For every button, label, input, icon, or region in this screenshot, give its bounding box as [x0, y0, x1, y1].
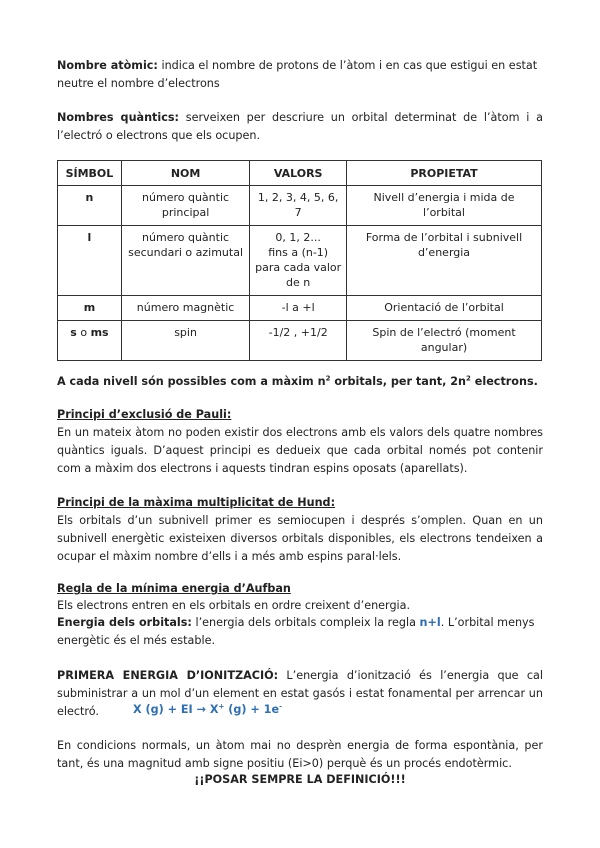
cell-values — [250, 226, 347, 296]
hund-heading: Principi de la màxima multiplicitat de Hund: — [57, 496, 336, 509]
table-header-row — [58, 161, 542, 186]
n-plus-l-rule: n+l — [419, 616, 441, 629]
cell-name: spin — [121, 321, 249, 361]
cell-symbol-ms: ms — [90, 326, 109, 339]
cell-property: Orientació de l’orbital — [347, 296, 542, 321]
hund-text: Els orbitals d’un subnivell primer es semiocupen i després s’omplen. Quan en un subnivell energètic existeixen diversos orbitals disponibles, els electrons tendeixen a ocupar el màxim nombre d’ells i a més amb espins paral·lels. — [57, 514, 543, 563]
table-row — [58, 321, 542, 361]
atomic-number-text: indica el nombre de protons de l’àtom i en cas que estigui en estat neutre el nombre d’electrons — [57, 59, 538, 90]
ionization-term: PRIMERA ENERGIA D’IONITZACIÓ: — [57, 669, 279, 682]
cell-values: -l a +l — [250, 296, 347, 321]
superscript: 2 — [466, 374, 471, 383]
cell-property: Nivell d’energia i mida de l’orbital — [347, 186, 542, 226]
cell-name: número quàntic secundari o azimutal — [121, 226, 249, 296]
header-property: PROPIETAT — [347, 161, 542, 186]
orbital-energy-paragraph — [57, 614, 543, 650]
header-name: NOM — [121, 161, 249, 186]
cell-symbol: n — [58, 186, 122, 226]
header-values: VALORS — [250, 161, 347, 186]
table-row — [58, 226, 542, 296]
atomic-number-term: Nombre atòmic: — [57, 59, 158, 72]
cell-values-line: fins a (n-1) para cada valor de n — [255, 246, 342, 289]
quantum-numbers-term: Nombres quàntics: — [57, 111, 179, 124]
quantum-numbers-table — [57, 160, 542, 361]
orbital-energy-term: Energia dels orbitals: — [57, 616, 192, 629]
equation-text: (g) + 1e — [224, 703, 280, 716]
max-orbitals-text: orbitals, per tant, 2n — [330, 375, 467, 388]
cell-property: Forma de l’orbital i subnivell d’energia — [347, 226, 542, 296]
cell-symbol-s: s — [70, 326, 77, 339]
superscript: 2 — [325, 374, 331, 383]
orbital-energy-text: . L’orbital menys energètic és el més estable. — [57, 616, 535, 647]
max-orbitals-statement — [57, 373, 543, 391]
header-symbol: SÍMBOL — [58, 161, 122, 186]
superscript: - — [279, 702, 282, 711]
pauli-text: En un mateix àtom no poden existir dos electrons amb els valors dels quatre nombres quàntics iguals. D’aquest principi es dedueix que cada orbital només pot contenir com a màxim dos electrons i aquests tindran espins oposats (aparellats). — [57, 426, 543, 475]
table-row — [58, 296, 542, 321]
cell-name: número quàntic principal — [121, 186, 249, 226]
normal-conditions-text: En condicions normals, un àtom mai no desprèn energia de forma espontània, per tant, és una magnitud amb signe positiu (Ei>0) perquè és un procés endotèrmic. — [57, 739, 543, 770]
ionization-equation — [133, 701, 433, 719]
cell-name: número magnètic — [121, 296, 249, 321]
equation-text: X (g) + EI → X — [133, 703, 219, 716]
cell-property: Spin de l’electró (moment angular) — [347, 321, 542, 361]
cell-values: 1, 2, 3, 4, 5, 6, 7 — [250, 186, 347, 226]
aufbau-text: Els electrons entren en els orbitals en ordre creixent d’energia. — [57, 599, 411, 612]
quantum-numbers-paragraph — [57, 109, 543, 145]
cell-symbol-or: o — [76, 326, 91, 339]
cell-symbol: m — [58, 296, 122, 321]
reminder-text: ¡¡POSAR SEMPRE LA DEFINICIÓ!!! — [194, 773, 406, 786]
aufbau-heading: Regla de la mínima energia d’Aufban — [57, 582, 291, 595]
quantum-numbers-text: serveixen per descriure un orbital determinat de l’àtom i a l’electró o electrons que els ocupen. — [57, 111, 543, 142]
atomic-number-paragraph — [57, 57, 543, 93]
cell-symbol: l — [58, 226, 122, 296]
max-orbitals-text: electrons. — [470, 375, 538, 388]
ionization-text: L’energia d’ionització és l’energia que cal subministrar a un mol d’un element en estat gasós i estat fonamental per arrencar un electró. — [57, 669, 543, 718]
pauli-heading: Principi d’exclusió de Pauli: — [57, 408, 232, 421]
orbital-energy-text: l’energia dels orbitals compleix la regla — [191, 616, 420, 629]
max-orbitals-text: A cada nivell són possibles com a màxim n — [57, 375, 326, 388]
cell-symbol — [58, 321, 122, 361]
superscript: + — [218, 702, 225, 711]
cell-values-line: 0, 1, 2... — [275, 231, 321, 244]
cell-values: -1/2 , +1/2 — [250, 321, 347, 361]
table-row — [58, 186, 542, 226]
